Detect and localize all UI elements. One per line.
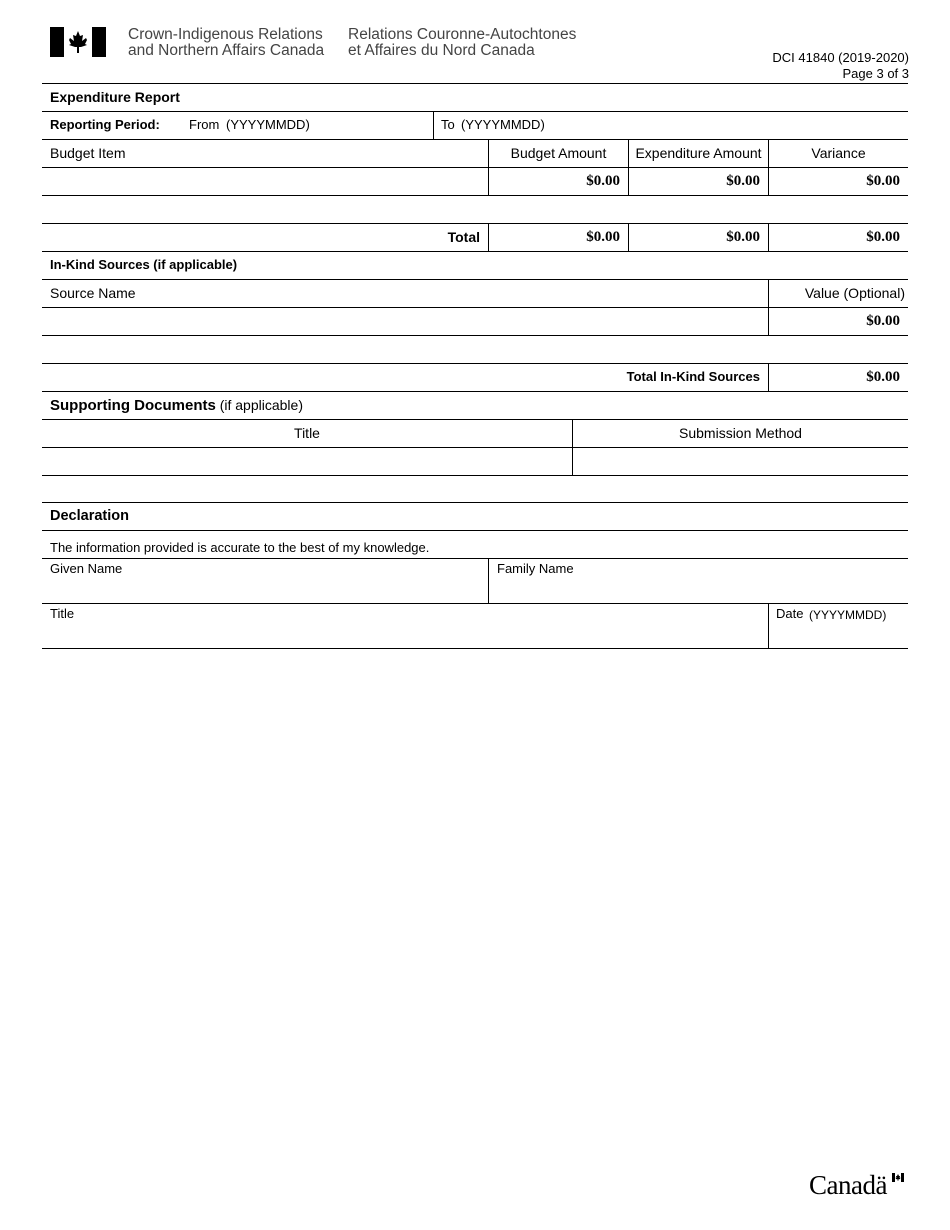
- department-name-fr-line1: Relations Couronne-Autochtones: [348, 26, 577, 43]
- canada-wordmark-text: Canadä: [809, 1170, 887, 1200]
- reporting-to-format: (YYYYMMDD): [461, 117, 545, 132]
- total-variance: $0.00: [866, 229, 900, 245]
- in-kind-value[interactable]: $0.00: [866, 313, 900, 329]
- family-name-field[interactable]: [489, 559, 908, 603]
- reporting-to-field[interactable]: [434, 112, 908, 139]
- budget-item-input[interactable]: [42, 168, 488, 195]
- budget-amount-value[interactable]: $0.00: [586, 173, 620, 189]
- reporting-from-field[interactable]: [186, 112, 432, 139]
- department-name-en-line2: and Northern Affairs Canada: [128, 42, 325, 59]
- given-name-field[interactable]: [42, 559, 488, 603]
- expenditure-amount-value[interactable]: $0.00: [726, 173, 760, 189]
- total-in-kind-label: Total In-Kind Sources: [626, 369, 760, 384]
- col-source-name: Source Name: [50, 285, 136, 301]
- section-title-supporting: [50, 397, 303, 414]
- col-budget-amount: Budget Amount: [510, 145, 607, 161]
- reporting-from-format: (YYYYMMDD): [226, 117, 310, 132]
- wordmark-flag-icon: [892, 1173, 904, 1182]
- declaration-date-field[interactable]: [769, 604, 908, 648]
- section-title-in-kind: In-Kind Sources (if applicable): [50, 257, 238, 272]
- declarant-title-label: Title: [50, 606, 75, 621]
- source-name-input[interactable]: [42, 308, 768, 335]
- canada-flag-logo: [50, 27, 106, 57]
- department-name-en-line1: Crown-Indigenous Relations: [128, 26, 323, 43]
- page-number: Page 3 of 3: [842, 66, 909, 81]
- variance-value: $0.00: [866, 173, 900, 189]
- document-title-input[interactable]: [42, 448, 572, 475]
- section-title-declaration: Declaration: [50, 508, 129, 524]
- col-document-title: Title: [294, 425, 320, 441]
- canada-wordmark: [809, 1168, 909, 1200]
- col-variance: Variance: [811, 145, 866, 161]
- reporting-to-label: To: [441, 117, 455, 132]
- col-submission-method: Submission Method: [679, 425, 802, 441]
- total-label: Total: [447, 229, 480, 245]
- total-budget-amount: $0.00: [586, 229, 620, 245]
- declarant-title-field[interactable]: [42, 604, 768, 648]
- date-label: Date: [776, 606, 804, 621]
- family-name-label: Family Name: [497, 561, 574, 576]
- form-number: DCI 41840 (2019-2020): [772, 50, 909, 65]
- total-expenditure-amount: $0.00: [726, 229, 760, 245]
- col-value-optional: Value (Optional): [804, 285, 905, 301]
- reporting-from-label: From: [189, 117, 220, 132]
- submission-method-input[interactable]: [573, 448, 908, 475]
- reporting-period-label: Reporting Period:: [50, 117, 160, 132]
- col-expenditure-amount: Expenditure Amount: [635, 145, 762, 161]
- col-budget-item: Budget Item: [50, 145, 126, 161]
- supporting-qualifier: (if applicable): [219, 397, 303, 413]
- section-title-expenditure: Expenditure Report: [50, 89, 180, 105]
- date-format: (YYYYMMDD): [809, 608, 887, 622]
- given-name-label: Given Name: [50, 561, 123, 576]
- total-in-kind-value: $0.00: [866, 369, 900, 385]
- department-name-fr-line2: et Affaires du Nord Canada: [348, 42, 535, 59]
- declaration-statement: The information provided is accurate to the best of my knowledge.: [50, 540, 430, 555]
- supporting-title-text: Supporting Documents: [50, 397, 216, 414]
